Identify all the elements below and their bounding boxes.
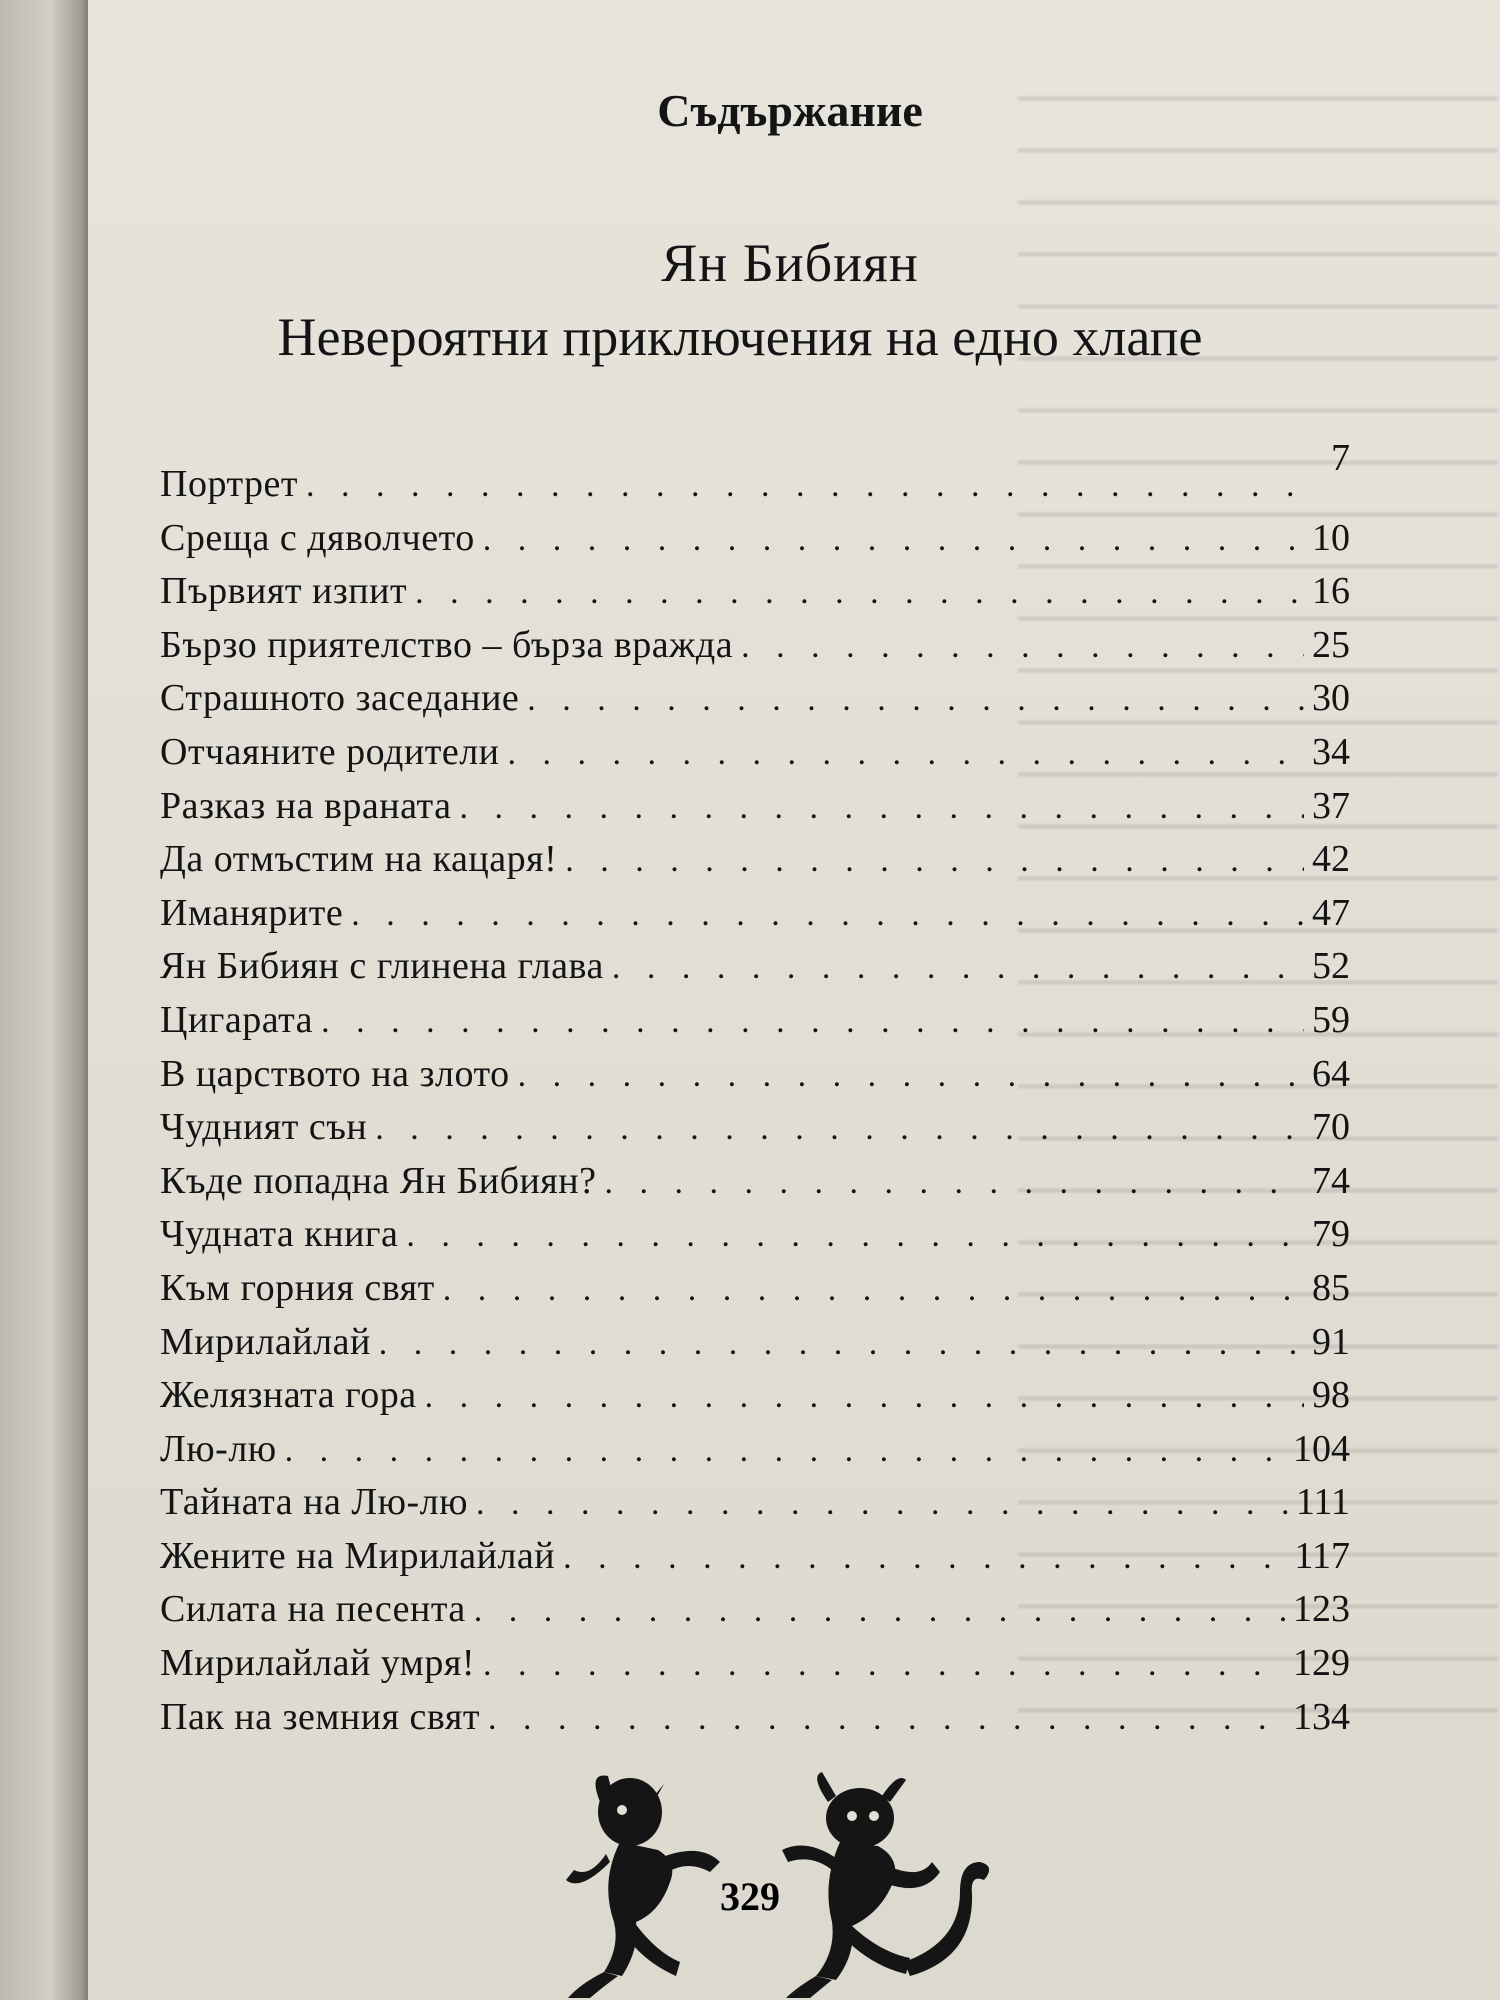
toc-entry — [160, 1695, 1350, 1749]
toc-entry-page: 85 — [1312, 1266, 1350, 1309]
toc-dot-leader — [518, 1057, 1304, 1095]
contents-heading: Съдържание — [657, 85, 923, 136]
toc-entry — [160, 1266, 1350, 1320]
toc-entry-page: 123 — [1293, 1588, 1350, 1631]
toc-entry — [160, 676, 1350, 730]
toc-entry-page: 16 — [1312, 570, 1350, 613]
toc-dot-leader — [474, 1592, 1285, 1630]
toc-entry-page: 111 — [1295, 1481, 1350, 1524]
toc-entry — [160, 891, 1350, 945]
toc-dot-leader — [321, 1003, 1304, 1041]
toc-entry — [160, 569, 1350, 623]
toc-entry — [160, 837, 1350, 891]
toc-entry — [160, 437, 1350, 516]
toc-entry-title: Мирилайлай — [160, 1320, 371, 1363]
page-number: 329 — [720, 1874, 780, 1919]
toc-dot-leader — [285, 1432, 1285, 1470]
toc-entry-page: 98 — [1312, 1374, 1350, 1417]
two-dancing-devils-icon — [560, 1762, 1000, 2000]
toc-entry-title: Желязната гора — [160, 1374, 417, 1417]
toc-entry-title: Първият изпит — [160, 570, 408, 613]
toc-entry-title: Пак на земния свят — [160, 1695, 480, 1738]
toc-entry — [160, 516, 1350, 570]
toc-dot-leader — [563, 1539, 1286, 1577]
toc-entry-title: Мирилайлай умря! — [160, 1642, 475, 1685]
toc-entry-page: 47 — [1312, 891, 1350, 934]
toc-dot-leader — [443, 1271, 1304, 1309]
toc-dot-leader — [488, 1700, 1285, 1738]
toc-entry — [160, 1159, 1350, 1213]
toc-entry — [160, 1587, 1350, 1641]
toc-entry — [160, 1373, 1350, 1427]
toc-entry-title: В царството на злото — [160, 1052, 510, 1095]
toc-dot-leader — [483, 1646, 1285, 1684]
toc-entry-title: Среща с дяволчето — [160, 516, 475, 559]
toc-entry-page: 70 — [1312, 1106, 1350, 1149]
toc-entry-page: 64 — [1312, 1052, 1350, 1095]
left-devil-figure — [566, 1776, 720, 1998]
toc-entry-page: 79 — [1312, 1213, 1350, 1256]
toc-entry-title: Жените на Мирилайлай — [160, 1534, 556, 1577]
toc-dot-leader — [483, 521, 1304, 559]
toc-entry-title: Тайната на Лю-лю — [160, 1481, 468, 1524]
toc-entry-title: Цигарата — [160, 998, 314, 1041]
toc-entry-title: Да отмъстим на кацаря! — [160, 838, 558, 881]
toc-entry — [160, 1105, 1350, 1159]
toc-entry — [160, 1480, 1350, 1534]
toc-entry-title: Отчаяните родители — [160, 730, 500, 773]
toc-dot-leader — [306, 467, 1323, 505]
toc-dot-leader — [351, 896, 1304, 934]
toc-entry-title: Портрет — [160, 463, 298, 505]
toc-entry — [160, 623, 1350, 677]
toc-entry-page: 117 — [1294, 1534, 1350, 1577]
book-title: Невероятни приключения на едно хлапе — [277, 307, 1203, 367]
toc-entry — [160, 1320, 1350, 1374]
toc-entry-page: 42 — [1312, 838, 1350, 881]
toc-entry-page: 52 — [1312, 945, 1350, 988]
toc-entry-page: 30 — [1312, 677, 1350, 720]
toc-entry-page: 59 — [1312, 998, 1350, 1041]
toc-dot-leader — [425, 1378, 1304, 1416]
toc-dot-leader — [406, 1217, 1304, 1255]
toc-dot-leader — [612, 949, 1304, 987]
toc-dot-leader — [508, 735, 1305, 773]
toc-dot-leader — [741, 628, 1304, 666]
toc-entry-title: Лю-лю — [160, 1427, 277, 1470]
author-name: Ян Бибиян — [661, 233, 919, 293]
toc-entry-page: 104 — [1293, 1427, 1350, 1470]
toc-entry-page: 34 — [1312, 730, 1350, 773]
toc-entry-title: Чудният сън — [160, 1106, 368, 1149]
toc-entry — [160, 1212, 1350, 1266]
toc-entry-title: Силата на песента — [160, 1588, 466, 1631]
toc-dot-leader — [379, 1325, 1304, 1363]
toc-entry-page: 10 — [1312, 516, 1350, 559]
toc-entry — [160, 1427, 1350, 1481]
table-of-contents — [160, 437, 1350, 1748]
toc-dot-leader — [459, 789, 1304, 827]
toc-entry-page: 25 — [1312, 623, 1350, 666]
toc-entry — [160, 1534, 1350, 1588]
toc-entry-page: 134 — [1293, 1695, 1350, 1738]
right-devil-figure — [782, 1772, 989, 1998]
toc-dot-leader — [527, 681, 1304, 719]
toc-dot-leader — [604, 1164, 1304, 1202]
toc-entry-title: Ян Бибиян с глинена глава — [160, 945, 604, 988]
toc-dot-leader — [476, 1485, 1288, 1523]
toc-dot-leader — [565, 842, 1304, 880]
toc-entry — [160, 1641, 1350, 1695]
toc-entry-title: Страшното заседание — [160, 677, 520, 720]
toc-entry-page: 7 — [1331, 437, 1350, 479]
toc-entry — [160, 1052, 1350, 1106]
toc-entry-title: Къде попадна Ян Бибиян? — [160, 1159, 597, 1202]
toc-entry-title: Към горния свят — [160, 1266, 435, 1309]
toc-entry — [160, 998, 1350, 1052]
toc-dot-leader — [415, 574, 1304, 612]
toc-entry-title: Бързо приятелство – бърза вражда — [160, 623, 734, 666]
toc-entry — [160, 730, 1350, 784]
toc-entry-title: Чудната книга — [160, 1213, 399, 1256]
toc-entry-title: Разказ на враната — [160, 784, 452, 827]
toc-entry — [160, 784, 1350, 838]
toc-entry — [160, 944, 1350, 998]
toc-entry-page: 91 — [1312, 1320, 1350, 1363]
toc-entry-title: Иманярите — [160, 891, 344, 934]
toc-dot-leader — [375, 1110, 1304, 1148]
toc-entry-page: 74 — [1312, 1159, 1350, 1202]
toc-entry-page: 129 — [1293, 1642, 1350, 1685]
toc-entry-page: 37 — [1312, 784, 1350, 827]
